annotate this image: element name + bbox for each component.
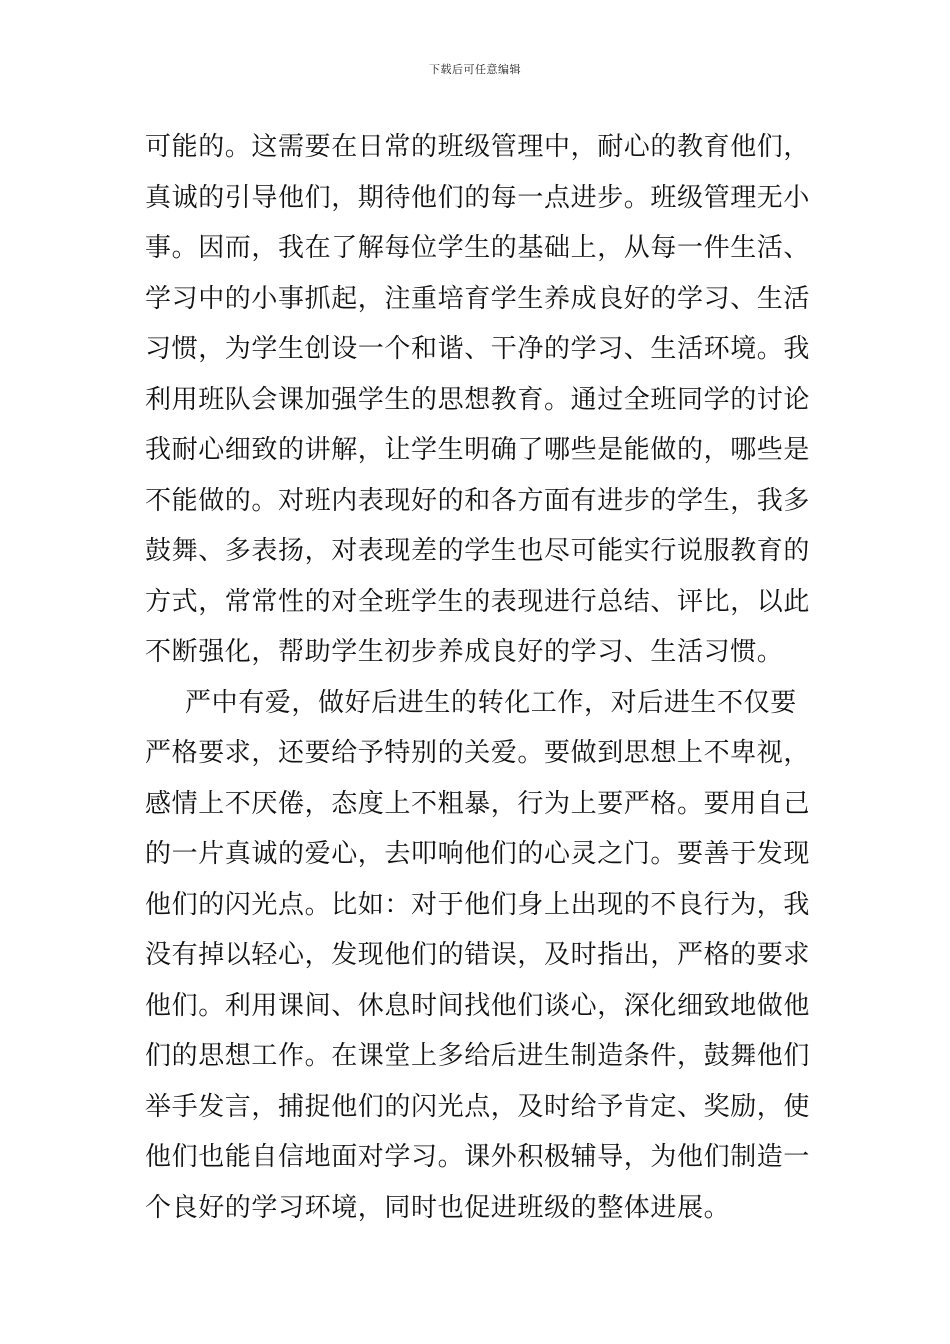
paragraph-first-line: 严中有爱，做好后进生的转化工作，对后进生不仅要 <box>185 687 797 718</box>
text-line: 方式，常常性的对全班学生的表现进行总结、评比，以此 <box>145 586 811 617</box>
text-line: 感情上不厌倦，态度上不粗暴，行为上要严格。要用自己 <box>145 788 811 819</box>
text-line: 他们。利用课间、休息时间找他们谈心，深化细致地做他 <box>145 990 811 1021</box>
text-line: 事。因而，我在了解每位学生的基础上，从每一件生活、 <box>145 233 811 263</box>
header-note: 下载后可任意编辑 <box>429 63 521 76</box>
text-line: 真诚的引导他们，期待他们的每一点进步。班级管理无小 <box>145 182 811 213</box>
body-text <box>145 128 815 1239</box>
text-line: 个良好的学习环境，同时也促进班级的整体进展。 <box>145 1192 731 1223</box>
text-line: 没有掉以轻心，发现他们的错误，及时指出，严格的要求 <box>145 940 811 970</box>
text-line: 鼓舞、多表扬，对表现差的学生也尽可能实行说服教育的 <box>145 536 811 566</box>
text-line: 举手发言，捕捉他们的闪光点，及时给予肯定、奖励，使 <box>145 1091 811 1122</box>
text-line: 利用班队会课加强学生的思想教育。通过全班同学的讨论 <box>145 384 811 415</box>
text-line: 我耐心细致的讲解，让学生明确了哪些是能做的，哪些是 <box>145 435 811 465</box>
text-line: 的一片真诚的爱心，去叩响他们的心灵之门。要善于发现 <box>145 839 811 869</box>
text-line: 严格要求，还要给予特别的关爱。要做到思想上不卑视， <box>145 738 811 768</box>
text-line: 们的思想工作。在课堂上多给后进生制造条件，鼓舞他们 <box>145 1041 811 1071</box>
text-line: 他们也能自信地面对学习。课外积极辅导，为他们制造一 <box>145 1142 811 1172</box>
text-line: 学习中的小事抓起，注重培育学生养成良好的学习、生活 <box>145 283 811 314</box>
text-line: 不断强化，帮助学生初步养成良好的学习、生活习惯。 <box>145 637 784 667</box>
text-line: 不能做的。对班内表现好的和各方面有进步的学生，我多 <box>145 485 811 516</box>
text-line: 他们的闪光点。比如：对于他们身上出现的不良行为，我 <box>145 889 811 920</box>
text-line: 习惯，为学生创设一个和谐、干净的学习、生活环境。我 <box>145 334 811 364</box>
text-line: 可能的。这需要在日常的班级管理中，耐心的教育他们， <box>145 132 811 162</box>
